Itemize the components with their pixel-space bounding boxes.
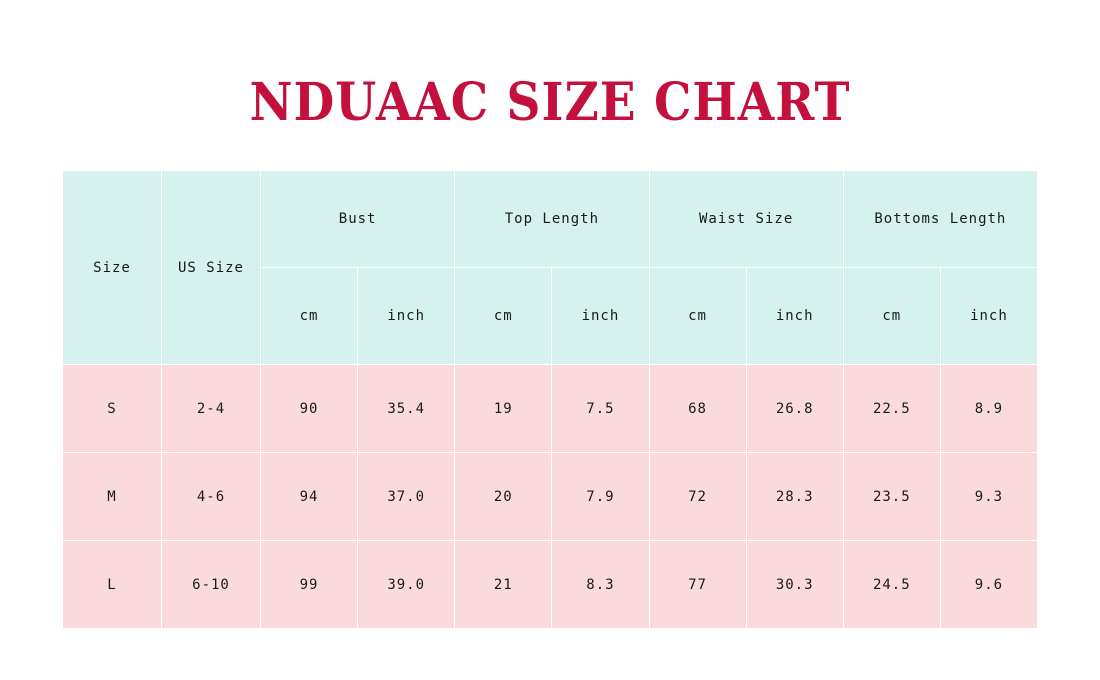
cell-bust-cm: 90 (261, 365, 358, 453)
size-table-container (62, 170, 1038, 629)
cell-us-size: 6-10 (162, 541, 261, 629)
unit-header-waist-cm: cm (649, 268, 746, 365)
cell-top-length-cm: 20 (455, 453, 552, 541)
table-body (63, 365, 1038, 629)
cell-bottoms-inch: 8.9 (940, 365, 1037, 453)
cell-top-length-inch: 7.5 (552, 365, 649, 453)
unit-header-bust-cm: cm (261, 268, 358, 365)
cell-size: M (63, 453, 162, 541)
cell-bottoms-cm: 24.5 (843, 541, 940, 629)
cell-top-length-inch: 8.3 (552, 541, 649, 629)
column-group-header-bust: Bust (261, 171, 455, 268)
cell-bust-cm: 99 (261, 541, 358, 629)
table-header (63, 171, 1038, 365)
cell-top-length-cm: 19 (455, 365, 552, 453)
column-header-size: Size (63, 171, 162, 365)
header-row-groups (63, 171, 1038, 268)
page-title: NDUAAC SIZE CHART (249, 71, 851, 134)
cell-bust-inch: 35.4 (358, 365, 455, 453)
cell-bust-cm: 94 (261, 453, 358, 541)
cell-size: L (63, 541, 162, 629)
column-group-header-top-length: Top Length (455, 171, 649, 268)
table-row (63, 453, 1038, 541)
unit-header-bottoms-inch: inch (940, 268, 1037, 365)
cell-bottoms-inch: 9.3 (940, 453, 1037, 541)
unit-header-waist-inch: inch (746, 268, 843, 365)
column-header-us-size: US Size (162, 171, 261, 365)
unit-header-top-length-inch: inch (552, 268, 649, 365)
cell-us-size: 2-4 (162, 365, 261, 453)
cell-waist-inch: 28.3 (746, 453, 843, 541)
cell-bottoms-inch: 9.6 (940, 541, 1037, 629)
cell-size: S (63, 365, 162, 453)
table-row (63, 541, 1038, 629)
cell-bust-inch: 37.0 (358, 453, 455, 541)
size-table (62, 170, 1038, 629)
cell-top-length-cm: 21 (455, 541, 552, 629)
unit-header-top-length-cm: cm (455, 268, 552, 365)
column-group-header-bottoms-length: Bottoms Length (843, 171, 1037, 268)
cell-bottoms-cm: 23.5 (843, 453, 940, 541)
cell-waist-cm: 72 (649, 453, 746, 541)
table-row (63, 365, 1038, 453)
cell-bust-inch: 39.0 (358, 541, 455, 629)
cell-waist-inch: 30.3 (746, 541, 843, 629)
cell-us-size: 4-6 (162, 453, 261, 541)
cell-waist-cm: 77 (649, 541, 746, 629)
unit-header-bottoms-cm: cm (843, 268, 940, 365)
column-group-header-waist-size: Waist Size (649, 171, 843, 268)
cell-top-length-inch: 7.9 (552, 453, 649, 541)
cell-bottoms-cm: 22.5 (843, 365, 940, 453)
cell-waist-cm: 68 (649, 365, 746, 453)
unit-header-bust-inch: inch (358, 268, 455, 365)
cell-waist-inch: 26.8 (746, 365, 843, 453)
